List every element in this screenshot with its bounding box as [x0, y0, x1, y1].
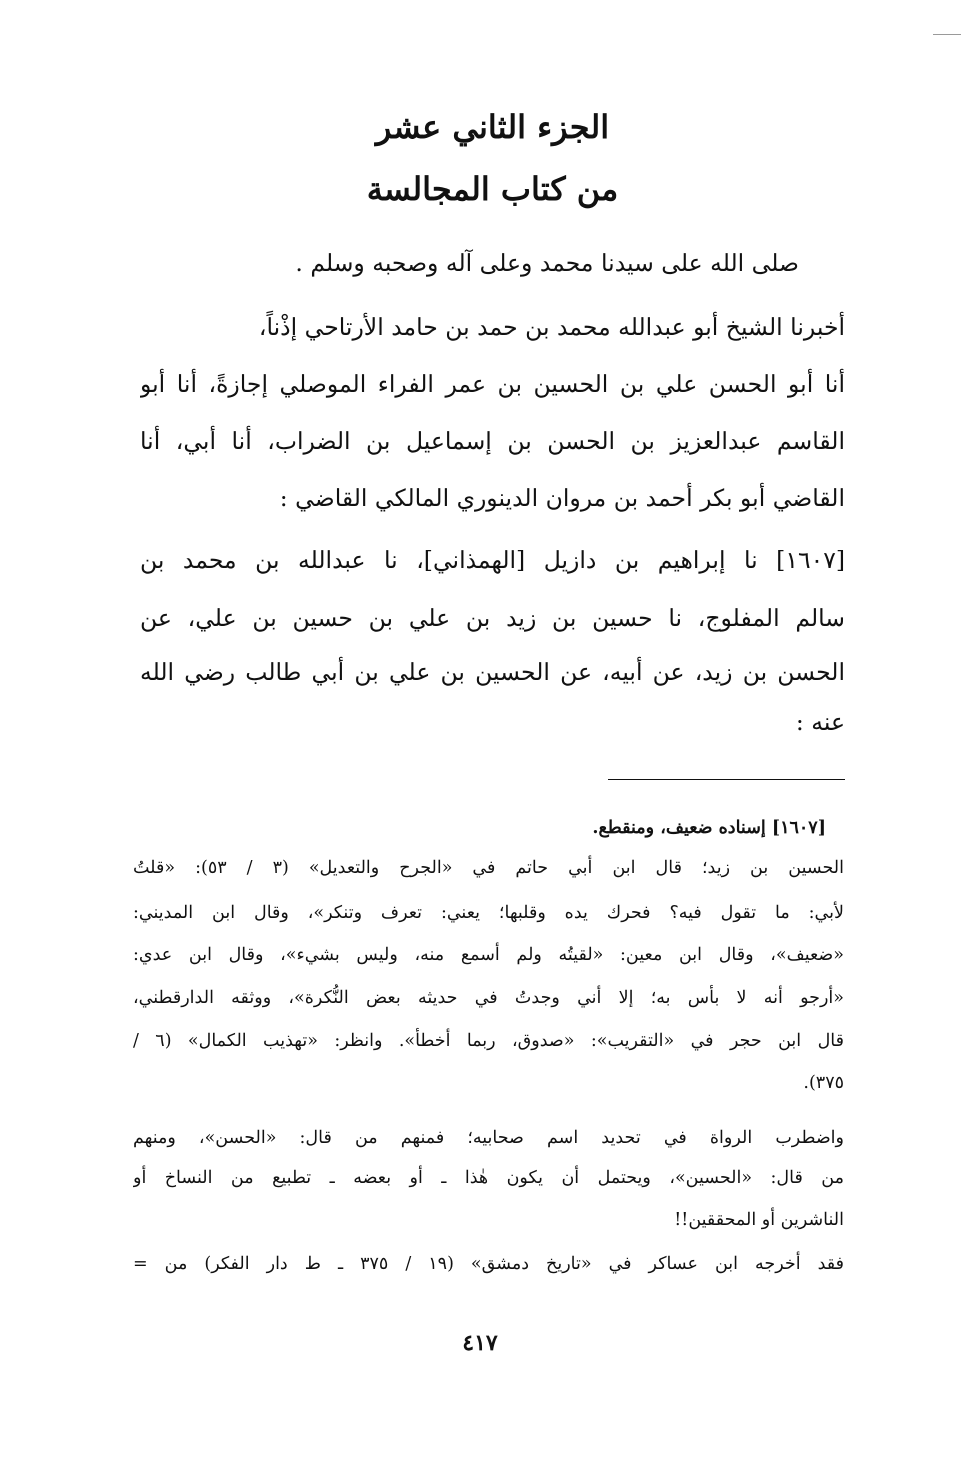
isnad-line: القاسم عبدالعزيز بن الحسن بن إسماعيل بن الضراب، أنا أبي، أنا	[140, 427, 845, 455]
footnote-line: «ضعيف»، وقال ابن معين: «لقيتُه ولم أسمع منه، وليس بشيء»، وقال ابن عدي:	[133, 945, 844, 965]
footnote-line: الناشرين أو المحققين!!	[674, 1210, 844, 1230]
footnote-line: واضطرب الرواة في تحديد اسم صحابيه؛ فمنهم من قال: «الحسن»، ومنهم	[133, 1128, 844, 1148]
scan-edge-mark	[933, 34, 961, 35]
footnote-divider	[608, 779, 845, 780]
chapter-title: الجزء الثاني عشر	[375, 108, 610, 146]
footnote-line: قال ابن حجر في «التقريب»: «صدوق، ربما أخطأ». وانظر: «تهذيب الكمال» (٦ /	[133, 1031, 844, 1051]
footnote-line: «أرجو أنه لا بأس به؛ إلا أني وجدتُ في حديثه بعض النُّكرة»، ووثقه الدارقطني،	[133, 988, 844, 1008]
isnad-line: القاضي أبو بكر أحمد بن مروان الدينوري المالكي القاضي :	[279, 484, 845, 512]
footnote-heading: [١٦٠٧] إسناده ضعيف، ومنقطع.	[592, 818, 826, 838]
footnote-line: من قال: «الحسين»، ويحتمل أن يكون هٰذا ـ أو بعضه ـ تطبيع من النساخ أو	[133, 1168, 844, 1188]
book-subtitle: من كتاب المجالسة	[366, 170, 619, 208]
hadith-line: [١٦٠٧] نا إبراهيم بن دازيل [الهمذاني]، نا عبدالله بن محمد بن	[140, 546, 845, 574]
footnote-line: الحسين بن زيد؛ قال ابن أبي حاتم في «الجرح والتعديل» (٣ / ٥٣): «قلتُ	[133, 858, 844, 878]
isnad-line: أنا أبو الحسن علي بن الحسين بن عمر الفراء الموصلي إجازةً، أنا أبو	[140, 370, 845, 398]
hadith-line: عنه :	[795, 708, 845, 736]
isnad-line: أخبرنا الشيخ أبو عبدالله محمد بن حمد بن حامد الأرتاحي إذْناً،	[258, 313, 845, 341]
footnote-line: لأبي: ما تقول فيه؟ فحرك يده وقلبها؛ يعني: تعرف وتنكر»، وقال ابن المديني:	[133, 903, 844, 923]
footnote-line: فقد أخرجه ابن عساكر في «تاريخ دمشق» (١٩ / ٣٧٥ ـ ط دار الفكر) من =	[133, 1254, 844, 1274]
salutation-line: صلى الله على سيدنا محمد وعلى آله وصحبه وسلم .	[295, 249, 799, 277]
footnote-line: ٣٧٥).	[803, 1073, 844, 1093]
hadith-line: الحسن بن زيد، عن أبيه، عن الحسين بن علي بن أبي طالب رضي الله	[140, 658, 845, 686]
hadith-line: سالم المفلوج، نا حسين بن زيد بن علي بن حسين بن علي، عن	[140, 604, 845, 632]
page-number: ٤١٧	[462, 1330, 498, 1356]
